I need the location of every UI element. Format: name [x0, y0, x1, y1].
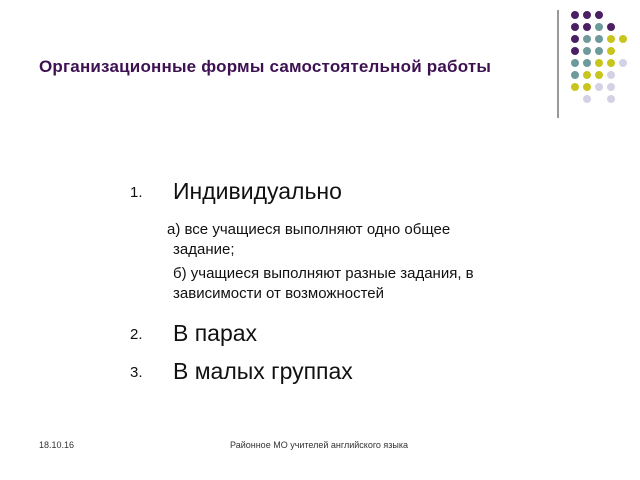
decorative-dot — [595, 23, 603, 31]
decorative-dot — [607, 59, 615, 67]
list-item — [130, 318, 510, 348]
decorative-dot — [583, 95, 591, 103]
decorative-dot — [595, 47, 603, 55]
decorative-dot — [571, 71, 579, 79]
decorative-dot — [583, 35, 591, 43]
slide-title: Организационные формы самостоятельной работы — [39, 57, 492, 76]
list-item-text: В парах — [173, 320, 258, 346]
list-item — [130, 356, 510, 386]
slide-content — [130, 176, 510, 386]
decorative-dot — [607, 95, 615, 103]
decorative-dot — [571, 59, 579, 67]
decorative-dot — [619, 35, 627, 43]
sub-item: а) все учащиеся выполняют одно общее задание; — [167, 221, 451, 258]
list-item — [130, 176, 510, 206]
decorative-dot — [607, 83, 615, 91]
decorative-dot — [583, 47, 591, 55]
decorative-dot — [607, 47, 615, 55]
decorative-dot — [571, 11, 579, 19]
decorative-dot — [583, 23, 591, 31]
decorative-dot — [571, 47, 579, 55]
list-item-number: 1. — [130, 184, 143, 201]
decorative-dot — [595, 71, 603, 79]
decorative-dot — [607, 71, 615, 79]
decorative-dot — [571, 23, 579, 31]
decorative-dot — [583, 83, 591, 91]
decorative-dot — [595, 83, 603, 91]
decorative-dot — [583, 59, 591, 67]
decorative-vertical-line — [557, 10, 559, 118]
decorative-dot — [595, 35, 603, 43]
decorative-dot — [607, 35, 615, 43]
footer-date: 18.10.16 — [39, 440, 75, 450]
footer-text: Районное МО учителей английского языка — [230, 440, 409, 450]
decorative-dot — [571, 35, 579, 43]
decorative-dot — [571, 83, 579, 91]
decorative-dot — [595, 59, 603, 67]
list-item-number: 2. — [130, 326, 143, 343]
decorative-dot — [607, 23, 615, 31]
decorative-dot — [583, 11, 591, 19]
decorative-dot — [583, 71, 591, 79]
decorative-dot — [595, 11, 603, 19]
list-item-text: Индивидуально — [173, 178, 342, 204]
list-item-number: 3. — [130, 364, 143, 381]
decorative-dot — [619, 59, 627, 67]
list-item-text: В малых группах — [173, 358, 353, 384]
sub-item: б) учащиеся выполняют разные задания, в зависимости от возможностей — [173, 265, 474, 302]
